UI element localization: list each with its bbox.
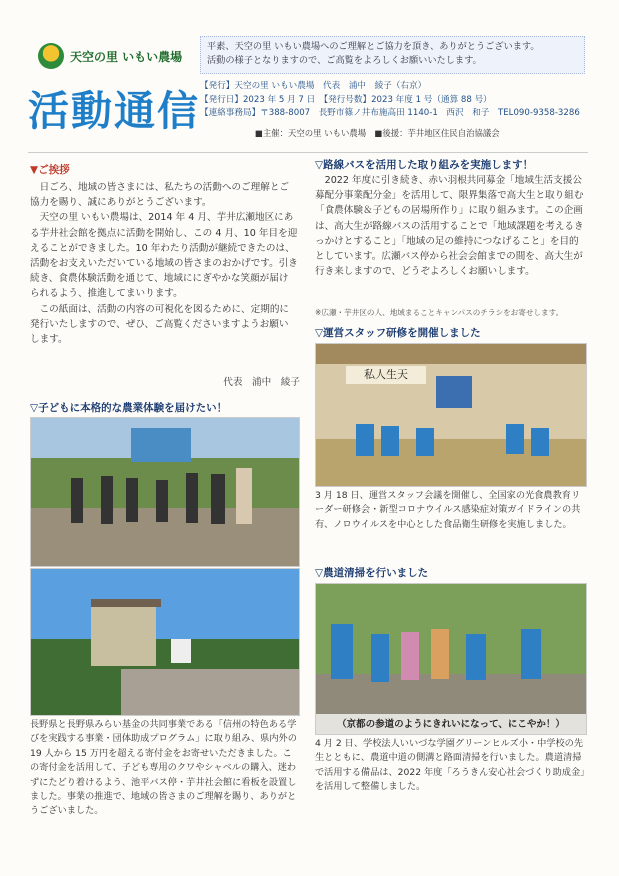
page-title: 活動通信 <box>28 87 200 135</box>
greet-heading: ▼ご挨拶 <box>30 164 70 176</box>
bus-note: ※広瀬・芋井区の人、地域まることキャンパスのチラシをお寄せします。 <box>315 308 564 317</box>
sun-logo-icon <box>38 43 64 69</box>
bus-heading: ▽路線バスを活用した取り組みを実施します！ <box>315 159 534 171</box>
greeting-line: 活動の様子となりますので、ご高覧をよろしくお願いいたします。 <box>207 55 482 66</box>
staff-banner-text: 私人生天 <box>364 368 408 381</box>
issue-line: 【発行日】2023 年 5 月 7 日 【発行号数】2023 年度 1 号（通算 88 号） <box>200 94 492 105</box>
busstop-photo-image <box>31 569 299 715</box>
sponsor-line: ■主催：天空の里 いもい農場 ■後援：芋井地区住民自治協議会 <box>255 128 500 138</box>
kids-caption: 長野県と長野県みらい基金の共同事業である「信州の特色ある学びを実践する事業・団体助成プログラム」に取り組み、県内外の 19 人から 15 万円を超える寄付金をお寄せいただきました。この寄付金を活用して、子ども専用のクワやシャベルの購入、迷わずにたどり着けるよう、池平バス停・芋井社会館に看板を設置しました。事業の推進で、地域の皆さまのご理解を賜り、ありがとうございました。 <box>30 719 297 817</box>
signature: 代表 浦中 綾子 <box>223 377 300 388</box>
publisher-line: 【発行】天空の里 いもい農場 代表 浦中 綾子（右京） <box>200 81 427 91</box>
logo <box>38 40 188 72</box>
logo-text: 天空の里 いもい農場 <box>70 49 183 64</box>
clean-heading: ▽農道清掃を行いました <box>315 567 429 579</box>
contact-line: 【連絡事務局】〒388-8007 長野市篠ノ井布施高田 1140-1 西沢 和子 TEL090-9358-3286 <box>200 108 580 118</box>
staff-caption: 3 月 18 日、運営スタッフ会議を開催し、全国家の光食農教育リーダー研修会・新型コロナウイルス感染症対策ガイドラインの共有、ノロウイルスを中心とした食品衛生研修を実施しました。 <box>315 490 581 530</box>
publication-info <box>200 80 585 121</box>
greet-paragraph: 天空の里 いもい農場は、2014 年 4 月、芋井広瀬地区にある芋井社会館を拠点に活動を開始し、この 4 月、10 年目を迎えることができました。10 年わたり活動が継続できたのは、活動をお支えいただいている地域の皆さまのおかげです。引き続き、食農体験活動を通じて、地域ににぎやかな笑顔が届けられるよう、推進してまいります。 <box>30 212 298 300</box>
staff-photo <box>315 343 587 487</box>
clean-photo-image <box>316 584 586 734</box>
greeting-box <box>200 36 585 74</box>
kids-photo <box>30 417 300 567</box>
greet-paragraph: 日ごろ、地域の皆さまには、私たちの活動へのご理解とご協力を賜り、誠にありがとうございます。 <box>30 182 290 209</box>
greet-paragraph: この紙面は、活動の内容の可視化を図るために、定期的に発行いたしますので、ぜひ、ご高覧くださいますようお願いします。 <box>30 303 290 346</box>
busstop-photo <box>30 568 300 716</box>
clean-photo-caption: （京都の参道のようにきれいになって、にこやか！） <box>337 719 565 730</box>
staff-heading: ▽運営スタッフ研修を開催しました <box>315 327 481 339</box>
clean-photo <box>315 583 587 735</box>
divider <box>28 152 588 153</box>
clean-caption: 4 月 2 日、学校法人いいづな学園グリーンヒルズ小・中学校の先生とともに、農道中道の側溝と路面清掃を行いました。農道清掃で活用する備品は、2022 年度「ろうきん安心社会づくり助成金」を活用して整備しました。 <box>315 738 585 793</box>
bus-body: 2022 年度に引き続き、赤い羽根共同募金「地域生活支援公募配分事業配分金」を活用して、限界集落で高大生と取り組む「食農体験＆子どもの居場所作り」に取り組みます。この企画は、高大生が路線バスの活用することで「地域課題を考えるきっかけとすること」「地域の足の維持につなげること」を目的としています。広瀬バス停から社会会館までの間を、高大生が行き来しますので、どうぞよろしくお願いします。 <box>315 175 584 278</box>
kids-photo-image <box>31 418 299 566</box>
kids-heading: ▽子どもに本格的な農業体験を届けたい！ <box>30 402 228 414</box>
greet-body <box>30 180 298 347</box>
greeting-line: 平素、天空の里 いもい農場へのご理解とご協力を頂き、ありがとうございます。 <box>207 41 540 52</box>
